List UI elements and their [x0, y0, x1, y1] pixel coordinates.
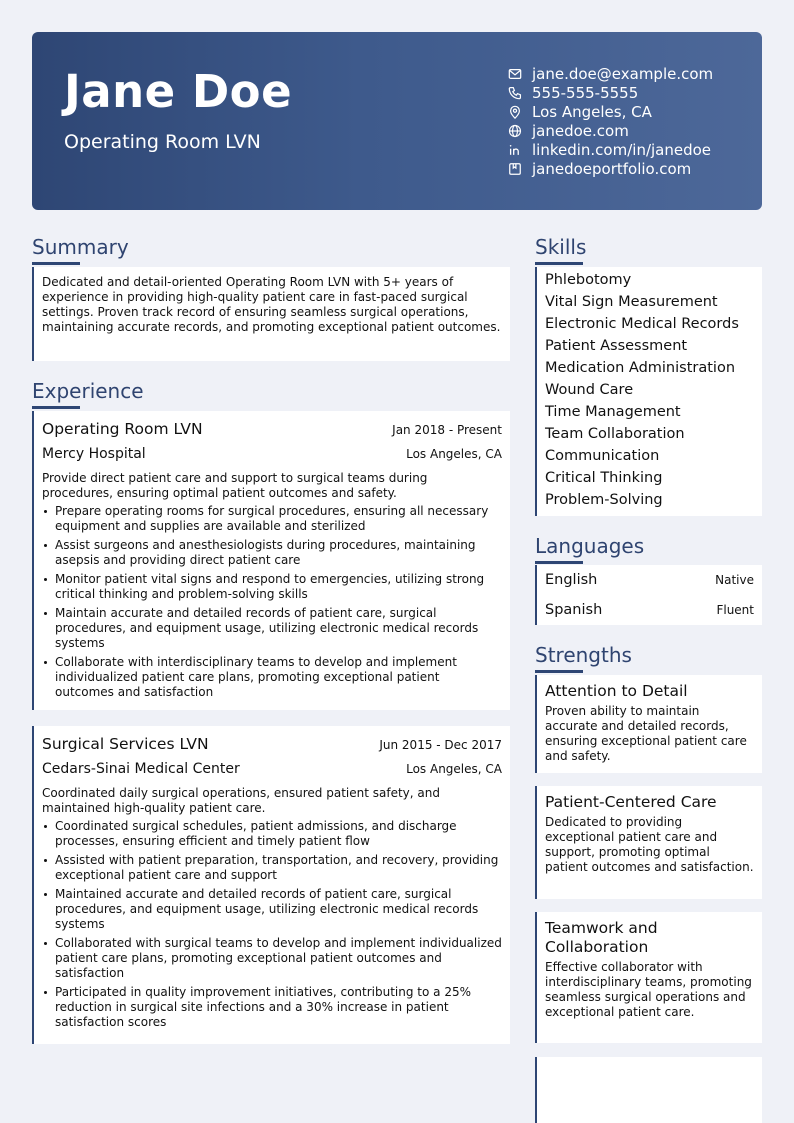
summary-heading-text: Summary — [32, 235, 129, 259]
language-name: Spanish — [545, 602, 603, 618]
skills-heading-underline — [535, 262, 583, 265]
contact-list — [508, 64, 713, 178]
skill-item: Team Collaboration — [545, 426, 685, 442]
job-bullets — [42, 819, 502, 1030]
skill-item: Electronic Medical Records — [545, 316, 739, 332]
job-bullet: Collaborate with interdisciplinary teams to develop and implement individualized patient care plans, promoting exceptional patient outcomes and satisfaction — [42, 655, 502, 700]
experience-heading — [32, 378, 144, 404]
experience-heading-text: Experience — [32, 379, 144, 403]
job-bullet: Maintain accurate and detailed records of patient care, surgical procedures, and equipment usage, utilizing electronic medical records systems — [42, 606, 502, 651]
strength-card — [535, 786, 762, 899]
job-bullet: Prepare operating rooms for surgical procedures, ensuring all necessary equipment and supplies are available and sterilized — [42, 504, 502, 534]
strength-title: Patient-Centered Care — [545, 793, 717, 811]
contact-website[interactable] — [508, 121, 713, 140]
job-location: Los Angeles, CA — [406, 762, 502, 776]
skill-item: Medication Administration — [545, 360, 736, 376]
strength-card-empty — [535, 1057, 762, 1123]
skill-item: Time Management — [545, 404, 681, 420]
skill-item: Patient Assessment — [545, 338, 688, 354]
skill-item: Wound Care — [545, 382, 634, 398]
strengths-heading-text: Strengths — [535, 643, 632, 667]
contact-linkedin-text: linkedin.com/in/janedoe — [532, 140, 712, 159]
job-description: Provide direct patient care and support to surgical teams during procedures, ensuring optimal patient outcomes and safety. — [42, 471, 428, 500]
language-row — [535, 565, 762, 595]
strength-description: Dedicated to providing exceptional patient care and support, promoting optimal patient outcomes and satisfaction. — [545, 815, 754, 874]
job-company: Cedars-Sinai Medical Center — [42, 761, 240, 777]
contact-website-text: janedoe.com — [532, 121, 629, 140]
job-dates: Jun 2015 - Dec 2017 — [379, 738, 502, 752]
languages-heading-underline — [535, 561, 583, 564]
resume-header — [32, 32, 762, 210]
candidate-name: Jane Doe — [64, 65, 293, 118]
job-bullet: Participated in quality improvement initiatives, contributing to a 25% reduction in surgical site infections and a 30% increase in patient satisfaction scores — [42, 985, 502, 1030]
contact-linkedin[interactable] — [508, 140, 713, 159]
job-bullet: Coordinated surgical schedules, patient admissions, and discharge processes, ensuring efficient and timely patient flow — [42, 819, 502, 849]
globe-icon — [508, 124, 522, 138]
linkedin-icon — [508, 143, 522, 157]
job-bullet: Collaborated with surgical teams to develop and implement individualized patient care plans, promoting exceptional patient outcomes and satisfaction — [42, 936, 502, 981]
skills-card — [535, 267, 762, 516]
contact-phone[interactable] — [508, 83, 713, 102]
skill-item: Problem-Solving — [545, 492, 663, 508]
language-level: Native — [715, 573, 754, 587]
contact-email[interactable] — [508, 64, 713, 83]
job-bullet: Assist surgeons and anesthesiologists during procedures, maintaining asepsis and providing direct patient care — [42, 538, 502, 568]
summary-card — [32, 267, 510, 361]
language-row — [535, 595, 762, 625]
summary-text: Dedicated and detail-oriented Operating Room LVN with 5+ years of experience in providing high-quality patient care in fast-paced surgical settings. Proven track record of ensuring seamless surgical operations, maintaining accurate records, and promoting exceptional patient outcomes. — [42, 275, 501, 334]
language-name: English — [545, 572, 598, 588]
strength-description: Effective collaborator with interdisciplinary teams, promoting seamless surgical operations and exceptional patient care. — [545, 960, 752, 1019]
summary-heading-underline — [32, 262, 80, 265]
job-bullet: Monitor patient vital signs and respond to emergencies, utilizing strong critical thinking and problem-solving skills — [42, 572, 502, 602]
skills-heading-text: Skills — [535, 235, 587, 259]
language-level: Fluent — [716, 603, 754, 617]
portfolio-icon — [508, 162, 522, 176]
strength-card — [535, 675, 762, 773]
contact-phone-text: 555-555-5555 — [532, 83, 639, 102]
job-location: Los Angeles, CA — [406, 447, 502, 461]
job-title: Operating Room LVN — [42, 420, 203, 438]
skills-heading — [535, 234, 586, 260]
languages-heading — [535, 533, 644, 559]
contact-location — [508, 102, 713, 121]
strength-description: Proven ability to maintain accurate and detailed records, ensuring exceptional patient care and safety. — [545, 704, 747, 763]
job-company: Mercy Hospital — [42, 446, 146, 462]
strengths-heading-underline — [535, 670, 583, 673]
candidate-title: Operating Room LVN — [64, 131, 261, 153]
contact-location-text: Los Angeles, CA — [532, 102, 652, 121]
skill-item: Critical Thinking — [545, 470, 663, 486]
job-card — [32, 411, 510, 710]
skill-item: Vital Sign Measurement — [545, 294, 718, 310]
skill-item: Phlebotomy — [545, 272, 632, 288]
job-card — [32, 726, 510, 1044]
strength-card — [535, 912, 762, 1043]
strength-title: Attention to Detail — [545, 682, 688, 700]
summary-heading — [32, 234, 129, 260]
job-dates: Jan 2018 - Present — [392, 423, 502, 437]
job-bullet: Assisted with patient preparation, transportation, and recovery, providing exceptional patient care and support — [42, 853, 502, 883]
mail-icon — [508, 67, 522, 81]
location-icon — [508, 105, 522, 119]
contact-email-text: jane.doe@example.com — [532, 64, 714, 83]
job-title: Surgical Services LVN — [42, 735, 209, 753]
languages-heading-text: Languages — [535, 534, 645, 558]
skill-item: Communication — [545, 448, 660, 464]
experience-heading-underline — [32, 406, 80, 409]
strength-title: Teamwork and Collaboration — [545, 919, 658, 956]
job-bullet: Maintained accurate and detailed records of patient care, surgical procedures, and equipment usage, utilizing electronic medical records systems — [42, 887, 502, 932]
contact-portfolio[interactable] — [508, 159, 713, 178]
phone-icon — [508, 86, 522, 100]
contact-portfolio-text: janedoeportfolio.com — [532, 159, 692, 178]
job-bullets — [42, 504, 502, 700]
strengths-heading — [535, 642, 632, 668]
job-description: Coordinated daily surgical operations, ensured patient safety, and maintained high-quality patient care. — [42, 786, 440, 815]
